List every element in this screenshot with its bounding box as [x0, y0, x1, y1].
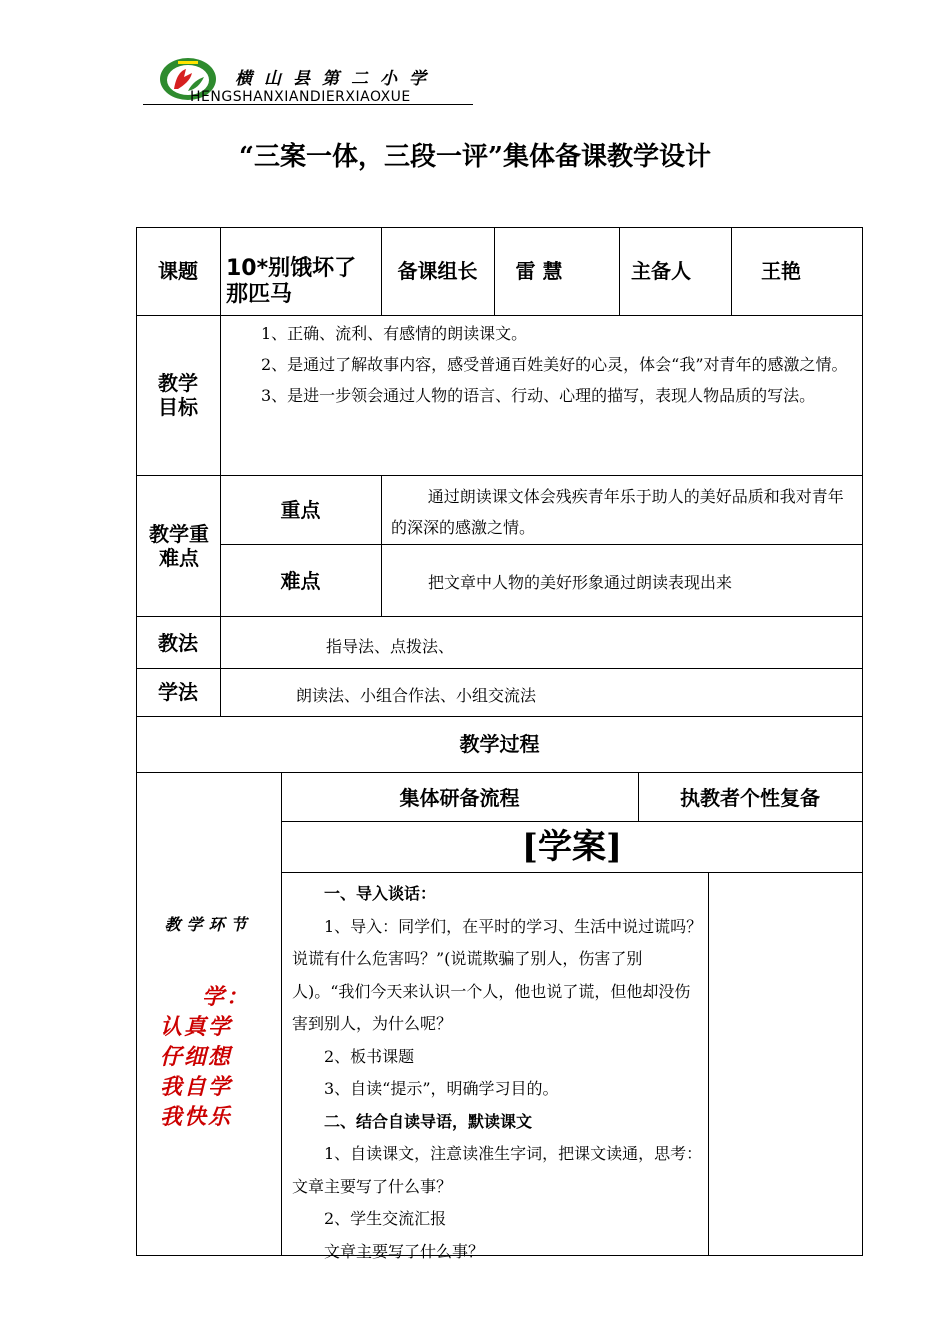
study-plan-label: [学案] — [521, 827, 623, 867]
process-heading: 教学过程 — [459, 732, 540, 756]
objective-item: 1、正确、流利、有感情的朗读课文。 — [261, 324, 528, 343]
table-rule — [136, 315, 863, 316]
process-line: 3、自读“提示”，明确学习目的。 — [324, 1079, 559, 1098]
table-rule — [136, 716, 863, 717]
main-preparer-value: 王艳 — [761, 259, 801, 283]
table-rule — [220, 227, 221, 716]
process-steps — [292, 878, 704, 1268]
teaching-method-label: 教法 — [158, 631, 198, 655]
focus-text: 通过朗读课文体会残疾青年乐于助人的美好品质和我对青年的深深的感激之情。 — [391, 487, 844, 537]
learning-method-label: 学法 — [158, 680, 198, 704]
objective-item: 3、是进一步领会通过人物的语言、行动、心理的描写，表现人物品质的写法。 — [261, 386, 816, 405]
slogan-line: 我快乐 — [160, 1104, 233, 1130]
slogan-line: 我自学 — [160, 1074, 233, 1100]
group-leader-label: 备课组长 — [397, 259, 478, 283]
table-rule — [381, 475, 382, 616]
table-rule — [708, 872, 709, 1255]
objectives-label: 教学目标 — [158, 371, 198, 419]
table-rule — [136, 772, 863, 773]
objective-item: 2、是通过了解故事内容，感受普通百姓美好的心灵，体会“我”对青年的感激之情。 — [261, 355, 848, 374]
objectives-text — [229, 318, 857, 411]
slogan-line: 学： — [202, 984, 251, 1010]
topic-label: 课题 — [158, 259, 198, 283]
table-rule — [136, 616, 863, 617]
teaching-steps-label: 教学环节 — [164, 915, 253, 934]
personal-column-header: 执教者个性复备 — [680, 786, 820, 810]
table-rule — [136, 227, 863, 228]
page-title: “三案一体，三段一评”集体备课教学设计 — [239, 142, 711, 172]
key-points-label: 教学重难点 — [149, 522, 209, 570]
process-line: 二、结合自读导语，默读课文 — [324, 1111, 533, 1131]
process-line: 2、板书课题 — [324, 1046, 415, 1066]
process-line: 文章主要写了什么事？ — [324, 1241, 485, 1261]
learning-method-value: 朗读法、小组合作法、小组交流法 — [296, 686, 537, 705]
difficulty-text: 把文章中人物的美好形象通过朗读表现出来 — [428, 573, 733, 592]
difficulty-label: 难点 — [280, 569, 321, 593]
table-rule — [220, 544, 863, 545]
school-name: 横山县第二小学 — [235, 69, 438, 89]
group-leader-value: 雷 慧 — [515, 259, 563, 283]
slogan-line: 认真学 — [160, 1014, 233, 1040]
process-line: 1、导入：同学们，在平时的学习、生活中说过谎吗？说谎有什么危害吗？”(说谎欺骗了别人，伤害了别人)。“我们今天来认识一个人，他也说了谎，但他却没伤害到别人，为什么呢？ — [292, 916, 703, 1033]
table-rule — [136, 668, 863, 669]
teaching-method-value: 指导法、点拨法、 — [326, 637, 455, 656]
process-line: 1、自读课文，注意读准生字词，把课文读通，思考：文章主要写了什么事？ — [292, 1144, 703, 1196]
process-line: 2、学生交流汇报 — [324, 1209, 447, 1228]
main-preparer-label: 主备人 — [631, 259, 691, 283]
collective-column-header: 集体研备流程 — [399, 786, 520, 810]
school-pinyin: HENGSHANXIANDIERXIAOXUE — [190, 89, 411, 105]
topic-value: 10*别饿坏了那匹马 — [226, 256, 357, 307]
table-rule — [281, 872, 863, 873]
table-rule — [136, 475, 863, 476]
slogan — [160, 982, 260, 1132]
process-line: 一、导入谈话： — [324, 884, 437, 903]
focus-label: 重点 — [280, 498, 321, 522]
slogan-line: 仔细想 — [160, 1044, 233, 1070]
header-rule — [143, 104, 473, 105]
